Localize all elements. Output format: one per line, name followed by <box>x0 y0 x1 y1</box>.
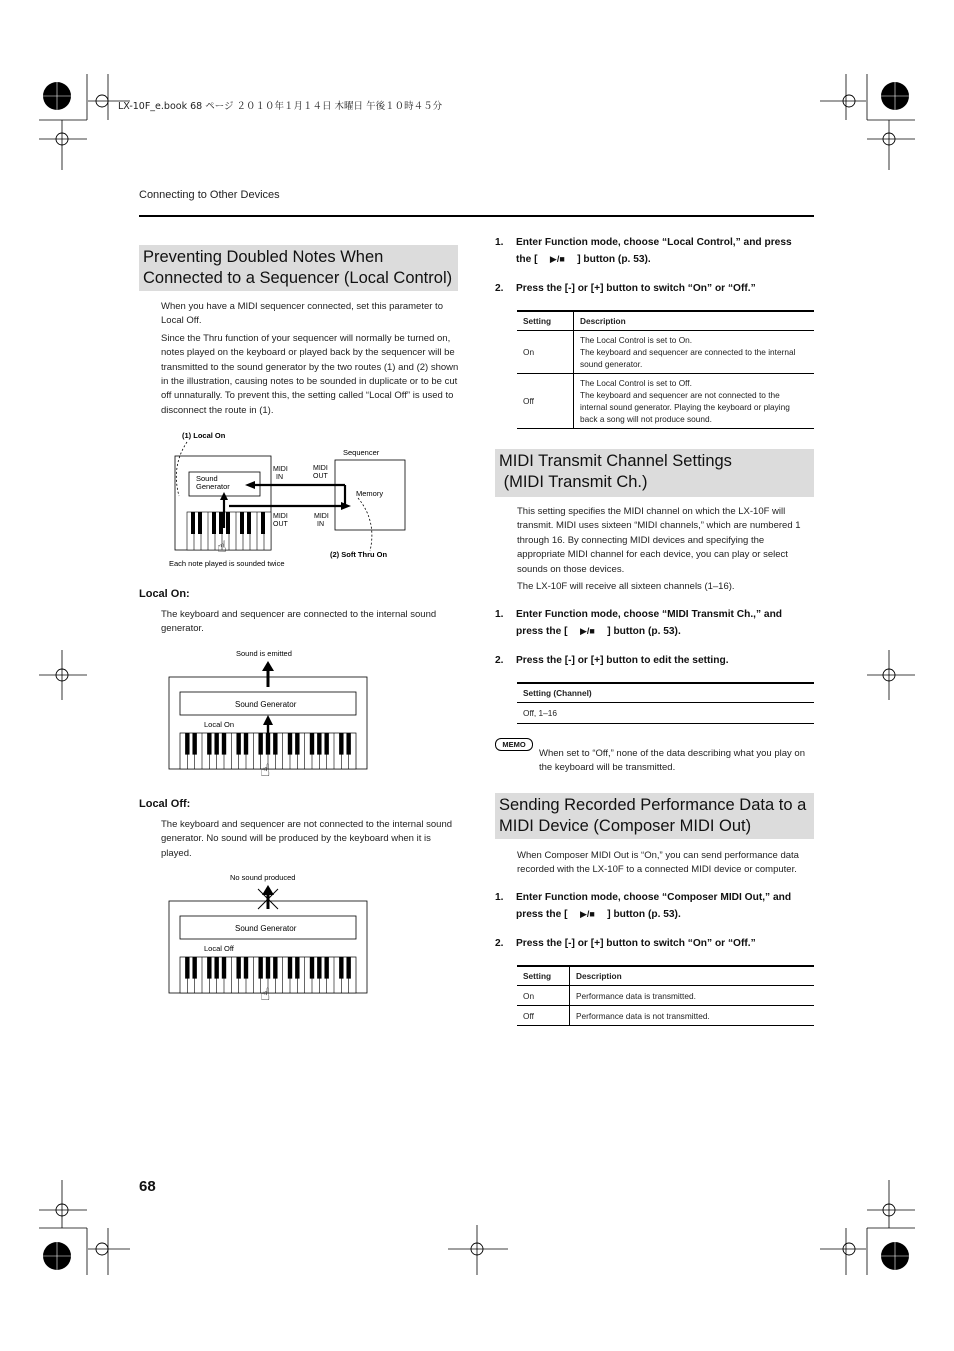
midi-out-label: OUT <box>273 521 288 528</box>
composer-midi-intro: When Composer MIDI Out is “On,” you can send performance data recorded with the LX-10F to a connected MIDI device or computer. <box>517 850 799 876</box>
black-key <box>317 733 321 755</box>
table-cell-description <box>574 331 815 374</box>
step-text-line: the [ <box>516 254 538 265</box>
black-key <box>288 957 292 979</box>
black-key <box>324 733 328 755</box>
midi-in-label: MIDI <box>273 466 288 473</box>
black-key <box>192 733 196 755</box>
description-line: The Local Control is set to On. <box>580 335 693 345</box>
black-key <box>214 957 218 979</box>
black-key <box>185 957 189 979</box>
table-cell-setting: On <box>517 331 574 374</box>
local-on-heading: Local On: <box>139 588 190 600</box>
black-key <box>273 957 277 979</box>
diagram-caption: Each note played is sounded twice <box>169 559 285 568</box>
table-header-row <box>517 966 814 986</box>
black-key <box>339 733 343 755</box>
midi-out-label: MIDI <box>273 513 288 520</box>
step-number: 2. <box>495 938 504 949</box>
section-title-composer-midi-out <box>495 793 814 839</box>
table-row <box>517 703 814 724</box>
sound-generator-label: Sound <box>196 474 218 483</box>
black-key <box>288 733 292 755</box>
sequencer-routing-diagram <box>165 426 425 574</box>
step-text: Press the [-] or [+] button to switch “On” or “Off.” <box>516 938 756 949</box>
table-cell-description: Performance data is transmitted. <box>570 986 815 1006</box>
step-text <box>516 607 817 640</box>
midi-transmit-table <box>517 682 814 724</box>
local-control-step-1 <box>495 235 817 268</box>
table-row <box>517 374 814 429</box>
title-line: Sending Recorded Performance Data to a <box>499 796 807 814</box>
black-key <box>346 957 350 979</box>
step-number: 2. <box>495 655 504 666</box>
black-key <box>185 733 189 755</box>
table-header: Setting (Channel) <box>517 683 814 703</box>
local-control-step-2 <box>495 281 817 297</box>
table-cell-setting: Off <box>517 1006 570 1026</box>
local-on-text: The keyboard and sequencer are connected to the internal sound generator. <box>161 609 437 635</box>
table-cell-description <box>574 374 815 429</box>
step-text-line: Enter Function mode, choose “MIDI Transmit Ch.,” and <box>516 609 783 620</box>
running-head: Connecting to Other Devices <box>139 189 280 201</box>
midi-transmit-step-2 <box>495 653 817 669</box>
seq-midi-out-label: OUT <box>313 473 328 480</box>
black-key <box>207 957 211 979</box>
table-header-row <box>517 683 814 703</box>
composer-midi-step-2 <box>495 936 817 952</box>
black-key <box>258 733 262 755</box>
table-header: Setting <box>517 311 574 331</box>
step-text: Press the [-] or [+] button to edit the setting. <box>516 655 729 666</box>
step-number: 1. <box>495 609 504 620</box>
memory-label: Memory <box>356 489 384 498</box>
local-off-text: The keyboard and sequencer are not connected to the internal sound generator. No sound will be produced by the keyboard when it is played. <box>161 819 453 859</box>
step-text-line: ] button (p. 53). <box>607 909 681 920</box>
table-cell-setting: On <box>517 986 570 1006</box>
midi-transmit-step-1 <box>495 607 817 640</box>
sequencer-label: Sequencer <box>343 448 380 457</box>
step-number: 1. <box>495 892 504 903</box>
black-key <box>244 733 248 755</box>
black-key <box>192 957 196 979</box>
page-number: 68 <box>139 1178 156 1195</box>
hand-icon: ☝ <box>260 985 271 1004</box>
title-line: MIDI Device (Composer MIDI Out) <box>499 817 752 835</box>
midi-transmit-intro <box>517 505 813 597</box>
table-header: Description <box>570 966 815 986</box>
black-key <box>236 733 240 755</box>
composer-midi-table <box>517 965 814 1026</box>
table-header-row <box>517 311 814 331</box>
step-text: Press the [-] or [+] button to switch “On” or “Off.” <box>516 283 756 294</box>
black-key <box>266 733 270 755</box>
local-off-route-label: Local Off <box>204 944 234 953</box>
black-key <box>295 733 299 755</box>
sound-generator-label: Sound Generator <box>235 700 297 709</box>
local-on-figure <box>168 645 370 780</box>
table-header: Setting <box>517 966 570 986</box>
black-key <box>339 957 343 979</box>
step-text <box>516 235 817 268</box>
local-off-figure <box>168 869 370 1004</box>
black-key <box>295 957 299 979</box>
table-header: Description <box>574 311 815 331</box>
play-stop-icon: ▶/■ <box>549 254 565 264</box>
black-key <box>310 957 314 979</box>
seq-midi-in-label: MIDI <box>314 513 329 520</box>
step-text-line: press the [ <box>516 626 568 637</box>
description-line: The Local Control is set to Off. <box>580 378 692 388</box>
black-key <box>222 957 226 979</box>
step-text-line: Enter Function mode, choose “Local Control,” and press <box>516 237 792 248</box>
black-key <box>317 957 321 979</box>
step-number: 1. <box>495 237 504 248</box>
memo-text: When set to “Off,” none of the data describing what you play on the keyboard will be transmitted. <box>539 748 805 774</box>
local-control-table <box>517 310 814 429</box>
black-key <box>266 957 270 979</box>
local-off-heading: Local Off: <box>139 798 191 810</box>
table-row <box>517 331 814 374</box>
section-title-midi-transmit <box>495 449 814 497</box>
seq-midi-out-label: MIDI <box>313 465 328 472</box>
seq-midi-in-label: IN <box>317 521 324 528</box>
step-text-line: ] button (p. 53). <box>577 254 651 265</box>
step-text-line: ] button (p. 53). <box>607 626 681 637</box>
hand-icon: ☝ <box>260 761 271 780</box>
section-title-local-control <box>139 245 458 291</box>
black-key <box>273 733 277 755</box>
composer-midi-step-1 <box>495 890 817 923</box>
table-cell-description: Performance data is not transmitted. <box>570 1006 815 1026</box>
sound-generator-label: Generator <box>196 482 230 491</box>
local-on-route-label: Local On <box>204 720 235 729</box>
black-key <box>310 733 314 755</box>
black-key <box>258 957 262 979</box>
table-row <box>517 1006 814 1026</box>
play-stop-icon: ▶/■ <box>579 626 595 636</box>
title-line: Preventing Doubled Notes When <box>143 248 384 266</box>
title-line: (MIDI Transmit Ch.) <box>499 473 648 491</box>
no-sound-label: No sound produced <box>230 873 296 882</box>
black-key <box>324 957 328 979</box>
paragraph: Since the Thru function of your sequencer will normally be turned on, notes played on the keyboard or played back by the sequencer will be transmitted to the sound generator by the two routes (1) and (2) shown in the illustration, causing notes to be sounded in duplicate or to be cut off unnaturally. To prevent this, the setting called “Local Off” is used to disconnect the route in (1). <box>161 332 459 416</box>
paragraph: When you have a MIDI sequencer connected, set this parameter to Local Off. <box>161 301 443 327</box>
step-text-line: press the [ <box>516 909 568 920</box>
step-number: 2. <box>495 283 504 294</box>
black-key <box>222 733 226 755</box>
paragraph: This setting specifies the MIDI channel on which the LX-10F will transmit. MIDI uses sixteen “MIDI channels,” which are numbered 1 through 16. By connecting MIDI devices and specifying the appropriate MIDI channel for each device, you can play or select sounds on those devices. <box>517 506 801 575</box>
local-control-intro <box>161 300 459 421</box>
title-line: MIDI Transmit Channel Settings <box>499 452 732 470</box>
step-text-line: Enter Function mode, choose “Composer MIDI Out,” and <box>516 892 792 903</box>
table-row <box>517 986 814 1006</box>
midi-in-label: IN <box>276 474 283 481</box>
description-line: The keyboard and sequencer are connected to the internal sound generator. <box>580 347 796 369</box>
description-line: The keyboard and sequencer are not connected to the internal sound generator. Playing the keyboard or playing back a song will not produce sound. <box>580 390 790 424</box>
paragraph: The LX-10F will receive all sixteen channels (1–16). <box>517 581 735 593</box>
file-header: LX-10F_e.book 68 ページ ２０１０年１月１４日 木曜日 午後１０時４５分 <box>118 101 443 112</box>
black-key <box>346 733 350 755</box>
black-key <box>207 733 211 755</box>
sound-emitted-label: Sound is emitted <box>236 649 292 658</box>
local-on-label: (1) Local On <box>182 431 226 440</box>
play-stop-icon: ▶/■ <box>579 909 595 919</box>
hand-icon: ☝ <box>217 539 227 556</box>
header-rule <box>139 215 814 217</box>
black-key <box>236 957 240 979</box>
black-key <box>244 957 248 979</box>
memo-badge: MEMO <box>495 738 533 751</box>
soft-thru-label: (2) Soft Thru On <box>330 550 388 559</box>
table-cell-value: Off, 1–16 <box>517 703 814 724</box>
step-text <box>516 890 817 923</box>
table-cell-setting: Off <box>517 374 574 429</box>
sound-generator-label: Sound Generator <box>235 924 297 933</box>
title-line: Connected to a Sequencer (Local Control) <box>143 269 453 287</box>
black-key <box>214 733 218 755</box>
